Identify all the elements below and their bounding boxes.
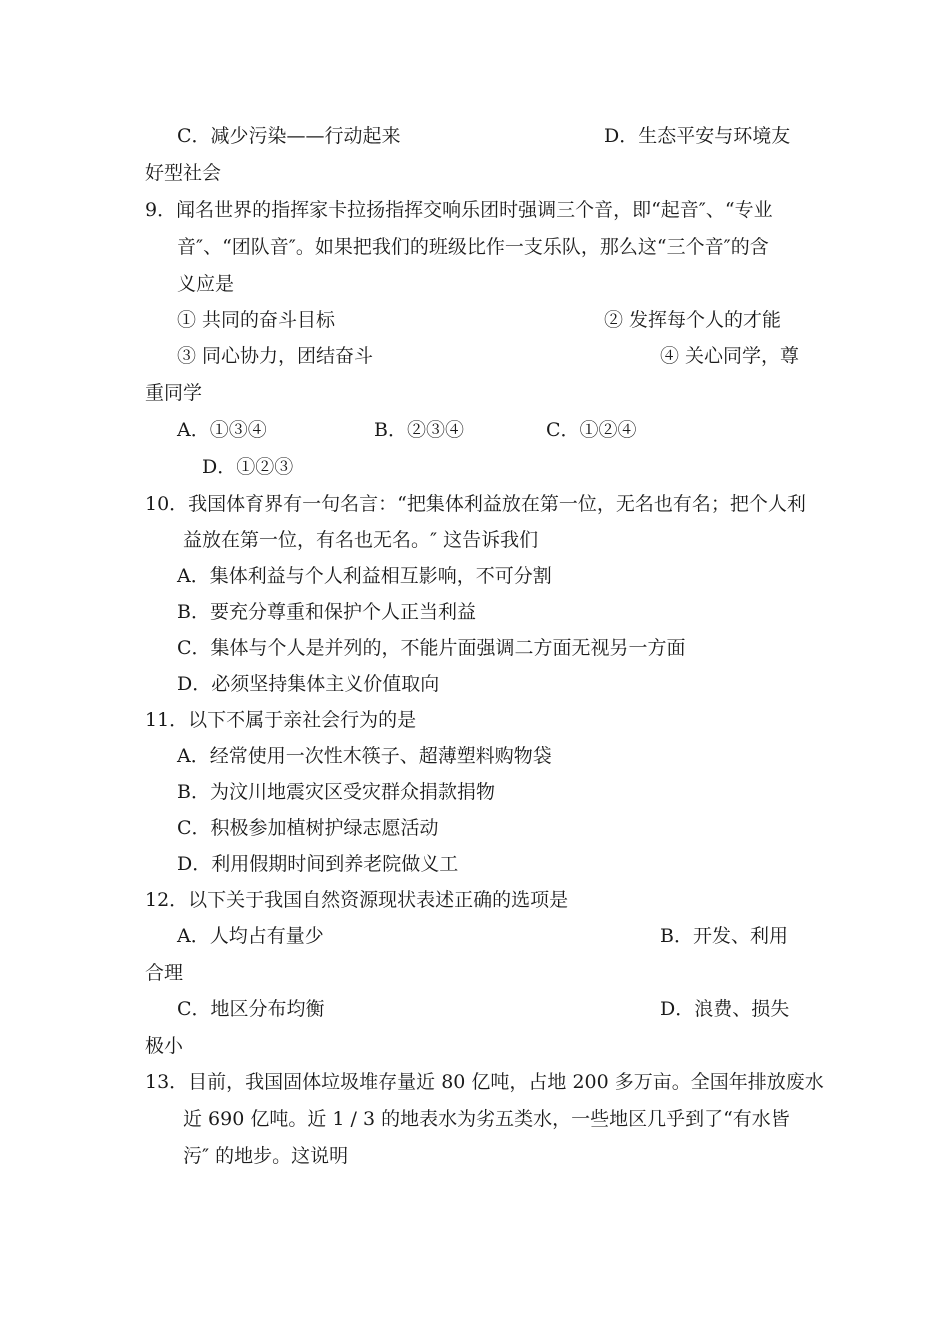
q9-item-4-continued: 重同学 bbox=[145, 382, 203, 404]
q13-stem-line-3: 污″ 的地步。这说明 bbox=[183, 1145, 349, 1167]
q13-stem-line-2: 近 690 亿吨。近 1 / 3 的地表水为劣五类水，一些地区几乎到了“有水皆 bbox=[183, 1108, 790, 1130]
q10-option-c: C．集体与个人是并列的，不能片面强调二方面无视另一方面 bbox=[177, 637, 686, 659]
q11-option-b: B．为汶川地震灾区受灾群众捐款捐物 bbox=[177, 781, 495, 803]
q10-stem-line-1: 10．我国体育界有一句名言：“把集体利益放在第一位，无名也有名；把个人利 bbox=[145, 493, 806, 515]
q12-option-d: D．浪费、损失 bbox=[660, 998, 790, 1020]
q12-stem: 12．以下关于我国自然资源现状表述正确的选项是 bbox=[145, 889, 569, 911]
q12-option-c: C．地区分布均衡 bbox=[177, 998, 325, 1020]
q9-option-c: C．①②④ bbox=[546, 419, 637, 441]
q9-stem-line-1: 9．闻名世界的指挥家卡拉扬指挥交响乐团时强调三个音，即“起音″、“专业 bbox=[145, 199, 773, 221]
q8-option-d: D．生态平安与环境友 bbox=[604, 125, 791, 147]
q9-option-d: D．①②③ bbox=[202, 456, 294, 478]
q10-option-a: A．集体利益与个人利益相互影响，不可分割 bbox=[177, 565, 552, 587]
q12-option-b-continued: 合理 bbox=[145, 962, 184, 984]
q9-option-b: B．②③④ bbox=[374, 419, 464, 441]
q8-option-c: C．减少污染——行动起来 bbox=[177, 125, 401, 147]
q13-stem-line-1: 13．目前，我国固体垃圾堆存量近 80 亿吨，占地 200 多万亩。全国年排放废水 bbox=[145, 1071, 824, 1093]
q8-option-d-continued: 好型社会 bbox=[145, 162, 222, 184]
q10-option-b: B．要充分尊重和保护个人正当利益 bbox=[177, 601, 476, 623]
q9-stem-line-2: 音″、“团队音″。如果把我们的班级比作一支乐队，那么这“三个音″的含 bbox=[177, 236, 769, 258]
q9-item-3: ③ 同心协力，团结奋斗 bbox=[177, 345, 374, 367]
q10-stem-line-2: 益放在第一位，有名也无名。″ 这告诉我们 bbox=[183, 529, 539, 551]
q12-option-b: B．开发、利用 bbox=[660, 925, 788, 947]
q11-stem: 11．以下不属于亲社会行为的是 bbox=[145, 709, 417, 731]
q11-option-c: C．积极参加植树护绿志愿活动 bbox=[177, 817, 439, 839]
q9-option-a: A．①③④ bbox=[177, 419, 267, 441]
q12-option-a: A．人均占有量少 bbox=[177, 925, 324, 947]
q12-option-d-continued: 极小 bbox=[145, 1035, 184, 1057]
q9-item-1: ① 共同的奋斗目标 bbox=[177, 309, 336, 331]
q11-option-a: A．经常使用一次性木筷子、超薄塑料购物袋 bbox=[177, 745, 552, 767]
q10-option-d: D．必须坚持集体主义价值取向 bbox=[177, 673, 440, 695]
q9-item-4: ④ 关心同学，尊 bbox=[660, 345, 800, 367]
q9-item-2: ② 发挥每个人的才能 bbox=[604, 309, 782, 331]
q9-stem-line-3: 义应是 bbox=[177, 273, 235, 295]
q11-option-d: D．利用假期时间到养老院做义工 bbox=[177, 853, 459, 875]
